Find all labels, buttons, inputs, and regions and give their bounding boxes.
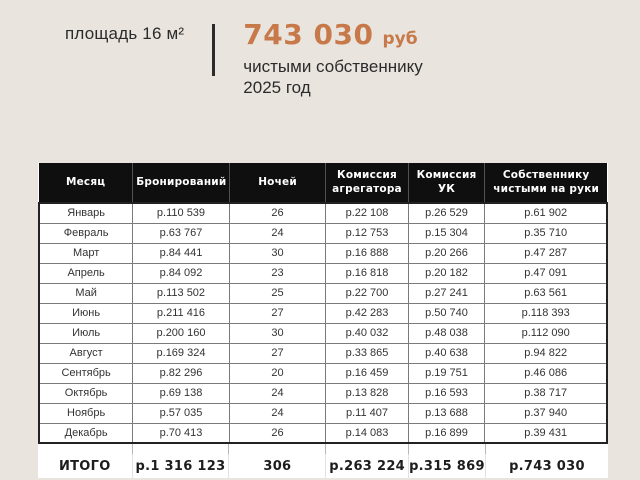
cell-bookings: р.57 035 [133,403,230,423]
cell-nights: 20 [229,363,326,383]
table-row [39,323,607,343]
cell-nights: 30 [229,243,326,263]
cell-month: Февраль [39,223,133,243]
cell-month: Октябрь [39,383,133,403]
cell-management-fee: р.50 740 [408,303,485,323]
cell-owner-net: р.61 902 [485,203,607,223]
totals-table [38,454,608,478]
cell-nights: 26 [229,203,326,223]
headline-block [243,18,422,99]
cell-aggregator-fee: р.42 283 [326,303,408,323]
cell-month: Январь [39,203,133,223]
cell-aggregator-fee: р.12 753 [326,223,408,243]
table-row [39,243,607,263]
cell-bookings: р.169 324 [133,343,230,363]
cell-month: Июнь [39,303,133,323]
header-row [39,163,607,203]
cell-owner-net: р.94 822 [485,343,607,363]
cell-aggregator-fee: р.33 865 [326,343,408,363]
spacer-row [38,444,608,454]
cell-nights: 24 [229,403,326,423]
cell-management-fee: р.20 266 [408,243,485,263]
cell-owner-net: р.63 561 [485,283,607,303]
cell-owner-net: р.35 710 [485,223,607,243]
cell-aggregator-fee: р.16 888 [326,243,408,263]
cell-management-fee: р.26 529 [408,203,485,223]
cell-month: Сентябрь [39,363,133,383]
cell-management-fee: р.16 593 [408,383,485,403]
cell-aggregator-fee: р.22 108 [326,203,408,223]
income-table-body [39,203,607,443]
currency-label: руб [382,29,418,49]
cell-owner-net: р.118 393 [485,303,607,323]
cell-owner-net: р.46 086 [485,363,607,383]
cell-management-fee: р.19 751 [408,363,485,383]
cell-month: Март [39,243,133,263]
cell-owner-net: р.37 940 [485,403,607,423]
table-row [39,403,607,423]
vertical-divider [212,24,215,76]
cell-management-fee: р.40 638 [408,343,485,363]
area-label: площадь 16 м² [65,24,185,43]
totals-row [38,454,608,478]
cell-nights: 30 [229,323,326,343]
cell-bookings: р.200 160 [133,323,230,343]
cell-management-fee: р.16 899 [408,423,485,443]
cell-owner-net: р.39 431 [485,423,607,443]
cell-management-fee: р.27 241 [408,283,485,303]
cell-aggregator-fee: р.22 700 [326,283,408,303]
income-table [38,163,608,444]
cell-aggregator-fee: р.13 828 [326,383,408,403]
income-table-head [39,163,607,203]
cell-nights: 25 [229,283,326,303]
cell-bookings: р.70 413 [133,423,230,443]
table-row [39,203,607,223]
cell-aggregator-fee: р.16 818 [326,263,408,283]
table-row [39,303,607,323]
totals-label: ИТОГО [38,454,132,478]
subtitle [243,56,422,99]
cell-bookings: р.84 441 [133,243,230,263]
cell-nights: 23 [229,263,326,283]
amount-line [243,18,422,51]
income-table-wrap [38,163,608,478]
cell-management-fee: р.48 038 [408,323,485,343]
table-row [39,423,607,443]
totals-bookings: р.1 316 123 [132,454,229,478]
cell-nights: 27 [229,343,326,363]
column-header-month: Месяц [39,163,133,203]
cell-bookings: р.84 092 [133,263,230,283]
cell-month: Ноябрь [39,403,133,423]
cell-management-fee: р.15 304 [408,223,485,243]
cell-owner-net: р.112 090 [485,323,607,343]
subtitle-line2: 2025 год [243,78,311,98]
cell-bookings: р.113 502 [133,283,230,303]
cell-aggregator-fee: р.16 459 [326,363,408,383]
cell-bookings: р.69 138 [133,383,230,403]
column-header-owner-net: Собственнику чистыми на руки [485,163,607,203]
cell-bookings: р.110 539 [133,203,230,223]
cell-bookings: р.82 296 [133,363,230,383]
cell-aggregator-fee: р.11 407 [326,403,408,423]
cell-bookings: р.211 416 [133,303,230,323]
cell-nights: 24 [229,383,326,403]
cell-month: Декабрь [39,423,133,443]
cell-aggregator-fee: р.40 032 [326,323,408,343]
table-row [39,263,607,283]
table-row [39,383,607,403]
table-row [39,363,607,383]
cell-month: Май [39,283,133,303]
table-row [39,343,607,363]
subtitle-line1: чистыми собственнику [243,57,423,76]
cell-nights: 24 [229,223,326,243]
column-header-aggregator-fee: Комиссия агрегатора [326,163,408,203]
cell-owner-net: р.38 717 [485,383,607,403]
totals-owner-net: р.743 030 [485,454,608,478]
totals-management-fee: р.315 869 [408,454,485,478]
cell-nights: 27 [229,303,326,323]
table-row [39,223,607,243]
cell-management-fee: р.20 182 [408,263,485,283]
column-header-management-fee: Комиссия УК [408,163,485,203]
cell-month: Июль [39,323,133,343]
totals-aggregator-fee: р.263 224 [326,454,409,478]
table-row [39,283,607,303]
cell-nights: 26 [229,423,326,443]
cell-management-fee: р.13 688 [408,403,485,423]
cell-bookings: р.63 767 [133,223,230,243]
spacer-row-table [38,444,608,454]
cell-aggregator-fee: р.14 083 [326,423,408,443]
cell-month: Август [39,343,133,363]
cell-owner-net: р.47 091 [485,263,607,283]
column-header-nights: Ночей [229,163,326,203]
total-amount: 743 030 [243,18,374,51]
cell-month: Апрель [39,263,133,283]
report-header [65,18,423,99]
totals-nights: 306 [229,454,326,478]
cell-owner-net: р.47 287 [485,243,607,263]
column-header-bookings: Бронирований [133,163,230,203]
